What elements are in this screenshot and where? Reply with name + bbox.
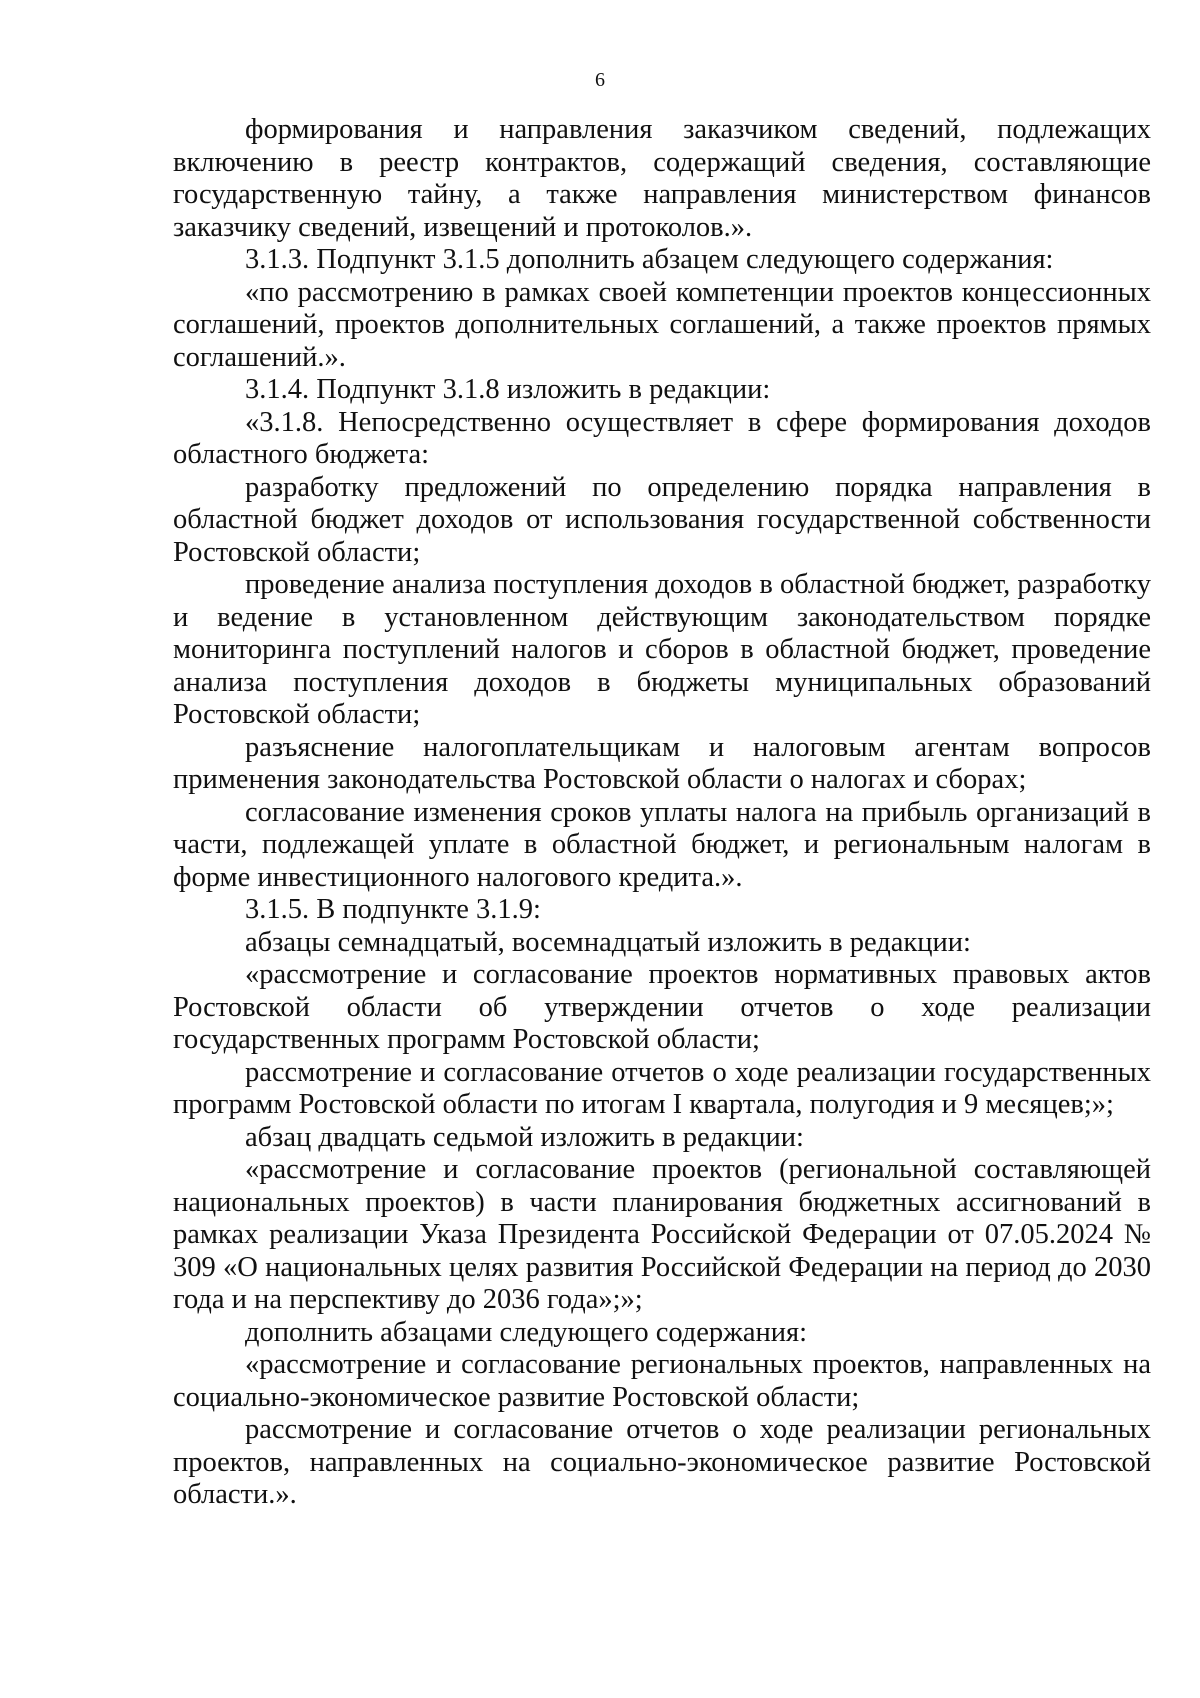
paragraph: рассмотрение и согласование отчетов о ходе реализации государственных программ Ростовской области по итогам I квартала, полугодия и 9 месяцев;»; (173, 1056, 1151, 1120)
page-number: 6 (595, 69, 605, 91)
paragraph: «рассмотрение и согласование проектов нормативных правовых актов Ростовской области об утверждении отчетов о ходе реализации государственных программ Ростовской области; (173, 959, 1151, 1055)
paragraph: разработку предложений по определению порядка направления в областной бюджет доходов от использования государственной собственности Ростовской области; (173, 471, 1151, 568)
paragraph: 3.1.4. Подпункт 3.1.8 изложить в редакции: (245, 374, 771, 405)
paragraph: разъяснение налогоплательщикам и налоговым агентам вопросов применения законодательства Ростовской области о налогах и сборах; (173, 731, 1151, 795)
paragraph: 3.1.5. В подпункте 3.1.9: (245, 894, 541, 925)
document-body (173, 114, 1151, 1512)
paragraph: дополнить абзацами следующего содержания: (245, 1316, 808, 1348)
paragraph: «рассмотрение и согласование региональных проектов, направленных на социально-экономическое развитие Ростовской области; (173, 1349, 1151, 1413)
paragraph: согласование изменения сроков уплаты налога на прибыль организаций в части, подлежащей уплате в областной бюджет, и региональным налогам в форме инвестиционного налогового кредита.». (173, 796, 1151, 893)
paragraph: 3.1.3. Подпункт 3.1.5 дополнить абзацем следующего содержания: (245, 244, 1054, 275)
paragraph: абзац двадцать седьмой изложить в редакции: (245, 1121, 804, 1153)
paragraph: формирования и направления заказчиком сведений, подлежащих включению в реестр контрактов, содержащий сведения, составляющие государственную тайну, а также направления министерством финансов заказчику сведений, извещений и протоколов.». (173, 114, 1151, 243)
paragraph: рассмотрение и согласование отчетов о ходе реализации региональных проектов, направленных на социально-экономическое развитие Ростовской области.». (173, 1414, 1151, 1510)
paragraph: «3.1.8. Непосредственно осуществляет в сфере формирования доходов областного бюджета: (173, 406, 1151, 470)
paragraph: абзацы семнадцатый, восемнадцатый изложить в редакции: (245, 926, 971, 958)
paragraph: «по рассмотрению в рамках своей компетенции проектов концессионных соглашений, проектов дополнительных соглашений, а также проектов прямых соглашений.». (173, 276, 1151, 373)
paragraph: «рассмотрение и согласование проектов (региональной составляющей национальных проектов) в части планирования бюджетных ассигнований в рамках реализации Указа Президента Российской Федерации от 07.05.2024 № 309 «О национальных целях развития Российской Федерации на период до 2030 года и на перспективу до 2036 года»;»; (173, 1154, 1151, 1315)
paragraph: проведение анализа поступления доходов в областной бюджет, разработку и ведение в установленном действующим законодательством порядке мониторинга поступлений налогов и сборов в областной бюджет, проведение анализа поступления доходов в бюджеты муниципальных образований Ростовской области; (173, 569, 1151, 730)
